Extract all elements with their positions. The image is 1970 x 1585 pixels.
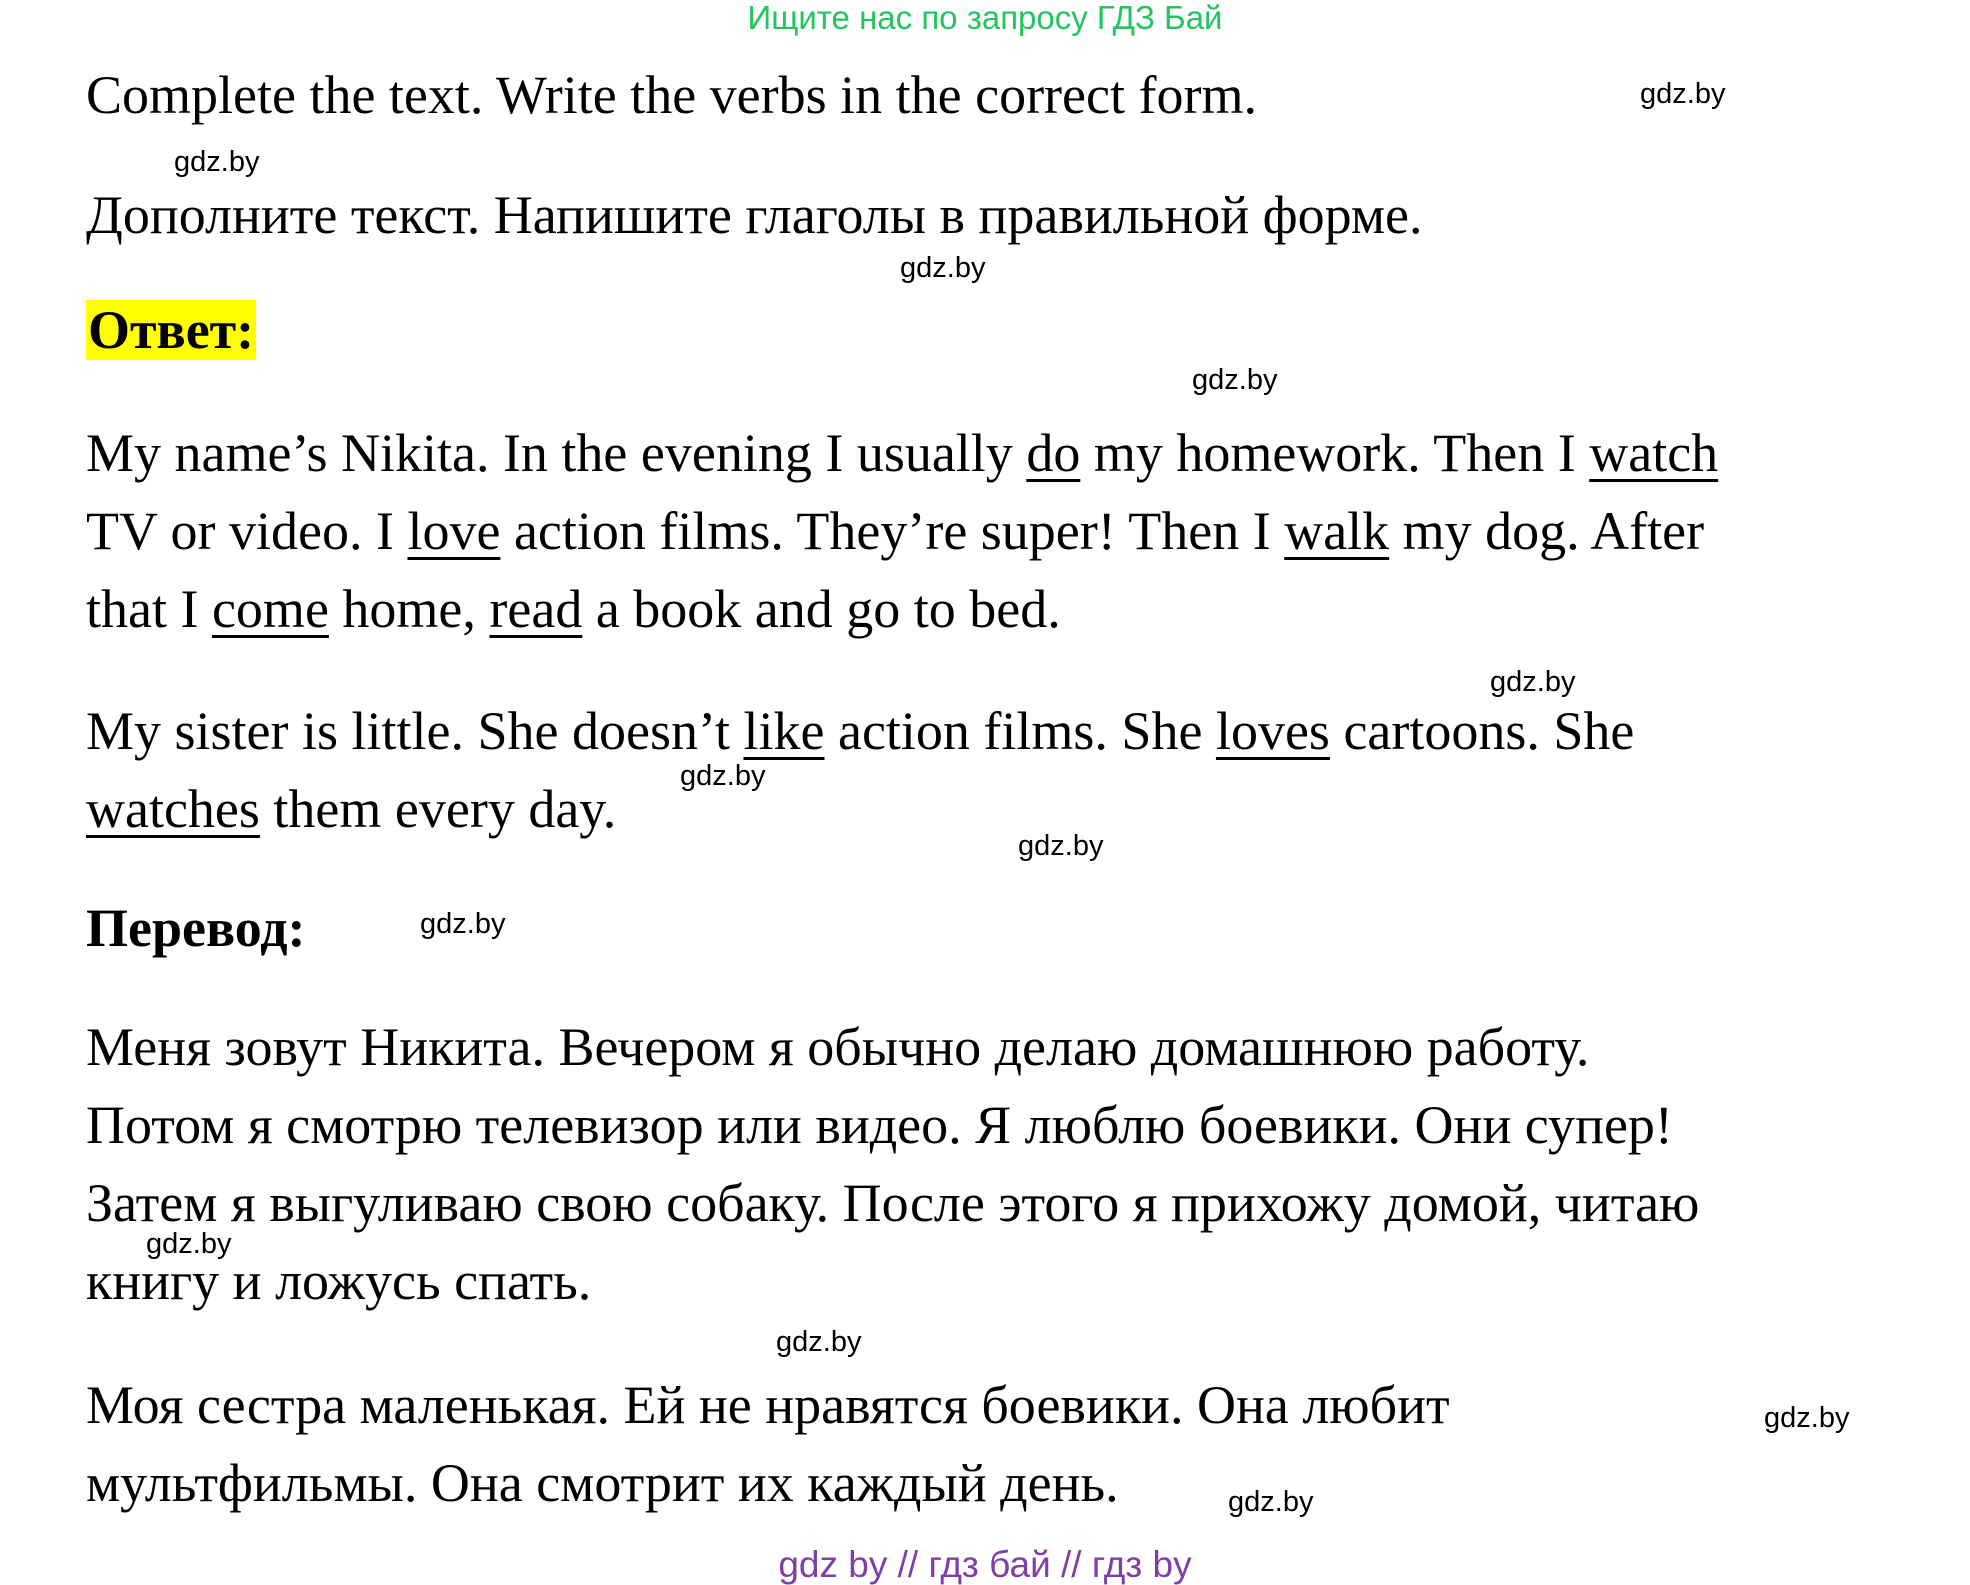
translation-heading: Перевод: bbox=[86, 898, 306, 958]
footer-links: gdz by // гдз бай // гдз by bbox=[778, 1544, 1192, 1585]
answer-heading bbox=[86, 300, 256, 360]
answer-line bbox=[86, 770, 1634, 848]
watermark: gdz.by bbox=[900, 252, 986, 284]
watermark: gdz.by bbox=[1018, 830, 1104, 862]
answer-line bbox=[86, 492, 1718, 570]
translation-line: Потом я смотрю телевизор или видео. Я люблю боевики. Они супер! bbox=[86, 1095, 1673, 1155]
watermark: gdz.by bbox=[420, 908, 506, 940]
watermark: gdz.by bbox=[680, 760, 766, 792]
verb-answer: come bbox=[211, 579, 329, 639]
answer-line bbox=[86, 570, 1718, 648]
text-run: them every day. bbox=[259, 779, 617, 839]
watermark: gdz.by bbox=[1640, 78, 1726, 110]
watermark: gdz.by bbox=[1490, 666, 1576, 698]
watermark: gdz.by bbox=[146, 1228, 232, 1260]
verb-answer: watch bbox=[1589, 423, 1719, 483]
watermark: gdz.by bbox=[1764, 1402, 1850, 1434]
translation-paragraph-1 bbox=[86, 1008, 1699, 1320]
text-run: that I bbox=[86, 579, 212, 639]
answer-paragraph-2 bbox=[86, 692, 1634, 848]
translation-line: Моя сестра маленькая. Ей не нравятся боевики. Она любит bbox=[86, 1375, 1450, 1435]
watermark: gdz.by bbox=[776, 1326, 862, 1358]
text-run: My sister is little. She doesn’t bbox=[86, 701, 744, 761]
verb-answer: do bbox=[1026, 423, 1081, 483]
verb-answer: loves bbox=[1215, 701, 1330, 761]
watermark: gdz.by bbox=[1228, 1486, 1314, 1518]
text-run: TV or video. I bbox=[86, 501, 408, 561]
verb-answer: walk bbox=[1284, 501, 1390, 561]
answer-label: Ответ: bbox=[88, 300, 255, 360]
text-run: My name’s Nikita. In the evening I usually bbox=[86, 423, 1027, 483]
watermark: gdz.by bbox=[174, 146, 260, 178]
translation-line: Меня зовут Никита. Вечером я обычно делаю домашнюю работу. bbox=[86, 1017, 1590, 1077]
translation-line: книгу и ложусь спать. bbox=[86, 1251, 592, 1311]
text-run: a book and go to bed. bbox=[582, 579, 1061, 639]
translation-line: Затем я выгуливаю свою собаку. После этого я прихожу домой, читаю bbox=[86, 1173, 1700, 1233]
text-run: my dog. After bbox=[1389, 501, 1705, 561]
answer-line bbox=[86, 414, 1718, 492]
text-run: my homework. Then I bbox=[1080, 423, 1590, 483]
watermark: gdz.by bbox=[1192, 364, 1278, 396]
verb-answer: watches bbox=[86, 779, 260, 839]
verb-answer: like bbox=[743, 701, 825, 761]
task-english: Complete the text. Write the verbs in the correct form. bbox=[86, 65, 1257, 125]
verb-answer: love bbox=[407, 501, 501, 561]
verb-answer: read bbox=[489, 579, 583, 639]
answer-line bbox=[86, 692, 1634, 770]
answer-paragraph-1 bbox=[86, 414, 1718, 648]
text-run: action films. She bbox=[824, 701, 1216, 761]
text-run: action films. They’re super! Then I bbox=[500, 501, 1285, 561]
text-run: cartoons. She bbox=[1329, 701, 1635, 761]
top-banner: Ищите нас по запросу ГДЗ Бай bbox=[747, 0, 1223, 36]
task-russian: Дополните текст. Напишите глаголы в правильной форме. bbox=[86, 185, 1423, 245]
text-run: home, bbox=[328, 579, 490, 639]
translation-line: мультфильмы. Она смотрит их каждый день. bbox=[86, 1453, 1119, 1513]
